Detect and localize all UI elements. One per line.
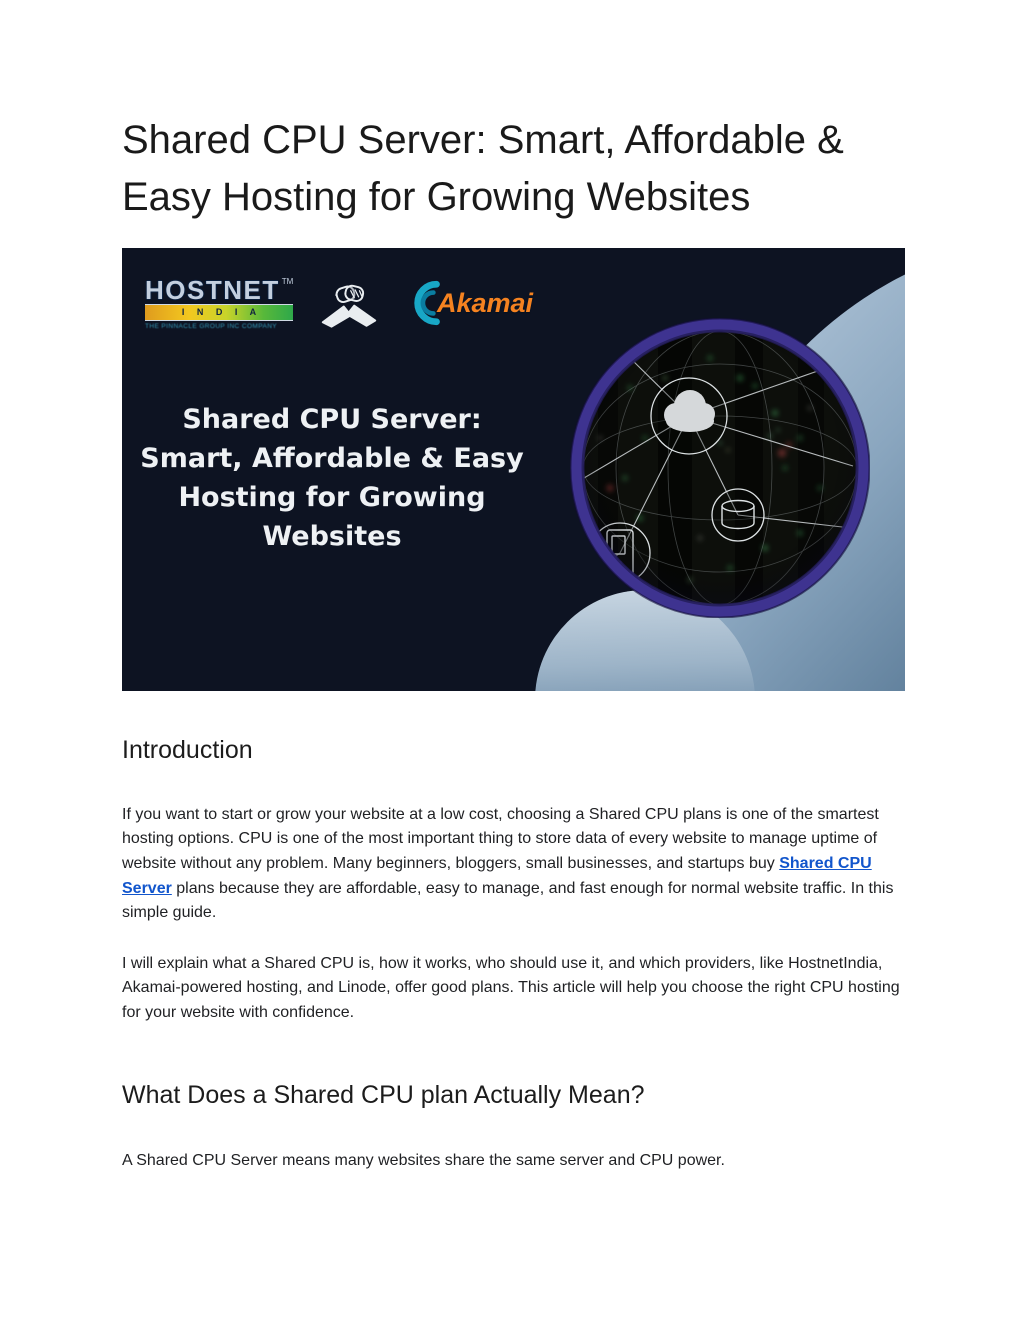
hostnet-india-logo: [145, 274, 295, 330]
network-globe-graphic: [570, 318, 870, 618]
hero-image[interactable]: [122, 248, 905, 691]
banner-headline-line: Shared CPU Server:: [182, 404, 482, 436]
banner-headline-line: Hosting for Growing: [178, 482, 486, 514]
document-page: [122, 0, 905, 1174]
handshake-icon: [321, 274, 377, 332]
shared-cpu-server-link[interactable]: Shared CPU Server: [122, 854, 872, 897]
section-heading-shared-cpu-meaning: What Does a Shared CPU plan Actually Mean?: [122, 1080, 645, 1109]
akamai-logo-text: Akamai: [437, 287, 534, 318]
banner-headline: [137, 400, 527, 556]
banner-headline-line: Websites: [262, 521, 402, 553]
paragraph-text: If you want to start or grow your website at a low cost, choosing a Shared CPU plans is one of the smartest hosting options. CPU is one of the most important thing to store data of every website to manage uptime of website without any problem. Many beginners, bloggers, small businesses, and startups buy: [122, 805, 879, 872]
section-heading-introduction: Introduction: [122, 736, 253, 765]
banner-logo-row: [145, 268, 533, 338]
banner-headline-line: Smart, Affordable & Easy: [140, 443, 524, 475]
hostnet-india-band: I N D I A: [145, 305, 293, 320]
intro-paragraph-1: [122, 803, 905, 926]
meaning-paragraph-1: A Shared CPU Server means many websites share the same server and CPU power.: [122, 1151, 725, 1169]
hostnet-logo-text: HOSTNET: [145, 274, 280, 305]
intro-paragraph-2: I will explain what a Shared CPU is, how it works, who should use it, and which providers, like HostnetIndia, Akamai-powered hosting, and Linode, offer good plans. This article will help you choose the right CPU hosting for your website with confidence.: [122, 954, 900, 1021]
akamai-logo: [403, 279, 533, 327]
paragraph-text: plans because they are affordable, easy to manage, and fast enough for normal website traffic. In this simple guide.: [122, 879, 894, 922]
trademark-symbol: TM: [281, 276, 294, 286]
hostnet-tagline: THE PINNACLE GROUP INC COMPANY: [145, 322, 278, 330]
page-title: Shared CPU Server: Smart, Affordable & Easy Hosting for Growing Websites: [122, 118, 844, 220]
